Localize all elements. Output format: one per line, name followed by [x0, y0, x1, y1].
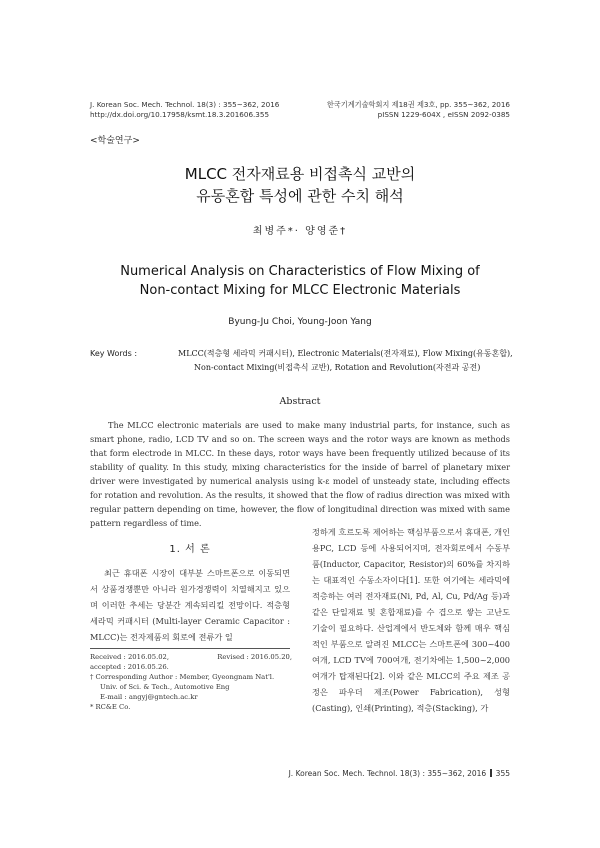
issn: pISSN 1229-604X , eISSN 2092-0385 — [377, 110, 510, 119]
keywords-line1: MLCC(적층형 세라믹 커패시터), Electronic Materials(전자재료), Flow Mixing(유동혼합), — [178, 349, 513, 358]
article-category: <학술연구> — [90, 136, 140, 146]
revised-date: Revised : 2016.05.20, — [217, 653, 292, 661]
title-korean-line2: 유동혼합 특성에 관한 수치 해석 — [196, 187, 404, 205]
body-paragraph-left: 최근 휴대폰 시장이 대부분 스마트폰으로 이동되면서 상품경쟁뿐만 아니라 원가경쟁력이 치열해지고 있으며 이러한 추세는 당분간 계속되리킬 전망이다. 적층형 세라믹 커패시터 (Multi-layer Ceramic Capacitor : MLCC)는 전자제품의 회로에 전류가 일 — [90, 568, 290, 642]
body-column-right — [312, 524, 510, 716]
abstract-heading: Abstract — [279, 396, 321, 407]
page-footer — [289, 769, 510, 778]
corresponding-author: † Corresponding Author : Member, Gyeongnam Nat'l. — [90, 673, 275, 681]
page-number: 355 — [495, 769, 510, 778]
title-korean — [0, 163, 600, 207]
title-english-line1: Numerical Analysis on Characteristics of Flow Mixing of — [120, 264, 480, 279]
authors-korean: 최병주*· 양영준† — [252, 226, 348, 237]
keywords-line2: Non-contact Mixing(비접촉식 교반), Rotation and Revolution(자전과 공전) — [194, 363, 481, 372]
abstract-text: The MLCC electronic materials are used to make many industrial parts, for instance, such as smart phone, radio, LCD TV and so on. The screen ways and the rotor ways are known as methods that form electrode in MLCC. In these days, rotor ways have been frequently utilized because of its stability of quality. In this study, mixing characteristics for the inside of barrel of planetary mixer driver were investigated by numerical analysis using k-ε model of unsteady state, including effects for rotation and revolution. As the results, it showed that the flow of radius direction was mixed with regular pattern depending on time, however, the flow of longitudinal direction was mixed with same pattern regardless of time. — [90, 420, 510, 528]
footer-citation: J. Korean Soc. Mech. Technol. 18(3) : 355~362, 2016 — [288, 769, 487, 778]
title-korean-line1: MLCC 전자재료용 비접촉식 교반의 — [184, 165, 416, 183]
authors-english: Byung-Ju Choi, Young-Joon Yang — [228, 317, 372, 327]
journal-header-right — [327, 100, 510, 120]
corresponding-affiliation: Univ. of Sci. & Tech., Automotive Eng — [100, 683, 230, 691]
journal-citation-ko: 한국기계기술학회지 제18권 제3호, pp. 355~362, 2016 — [326, 100, 510, 109]
footer-divider — [490, 769, 492, 777]
body-paragraph-right: 정하게 흐르도록 제어하는 핵심부품으로서 휴대폰, 개인용PC, LCD 등에 사용되어지며, 전자회로에서 수동부품(Inductor, Capacitor, Resistor)의 60%를 차지하는 대표적인 수동소자이다[1]. 또한 여기에는 세라믹에 적층하는 여러 전자재료(Ni, Pd, Al, Cu, Pd/Ag 등)과 같은 단일재료 및 혼합재료)를 수 겹으로 쌓는 고난도 기술이 필요하다. 산업계에서 반도체와 함께 매우 핵심적인 부품으로 알려진 MLCC는 스마트폰에 300~400여개, LCD TV에 700여개, 전기차에는 1,500~2,000여개가 탑재된다[2]. 이와 같은 MLCC의 주요 제조 공정은 파우더 제조(Power Fabrication), 성형(Casting), 인쇄(Printing), 적층(Stacking), 가 — [312, 527, 510, 713]
coauthor-affiliation: * RC&E Co. — [90, 703, 131, 711]
title-english-line2: Non-contact Mixing for MLCC Electronic Materials — [139, 283, 461, 298]
keywords — [90, 347, 520, 375]
author-email[interactable]: E-mail : angyj@gntech.ac.kr — [100, 693, 198, 701]
journal-citation: J. Korean Soc. Mech. Technol. 18(3) : 355~362, 2016 — [90, 100, 280, 109]
body-column-left — [90, 540, 290, 645]
section-title: 1. 서 론 — [169, 544, 211, 555]
journal-header-left — [90, 100, 279, 120]
footnote-divider — [90, 648, 290, 649]
received-date: Received : 2016.05.02, — [90, 653, 170, 661]
accepted-date: accepted : 2016.05.26. — [90, 663, 169, 671]
title-english — [0, 262, 600, 300]
footnotes — [90, 652, 292, 712]
doi-link[interactable]: http://dx.doi.org/10.17958/ksmt.18.3.201606.355 — [90, 110, 270, 119]
keywords-label: Key Words : — [90, 349, 138, 358]
